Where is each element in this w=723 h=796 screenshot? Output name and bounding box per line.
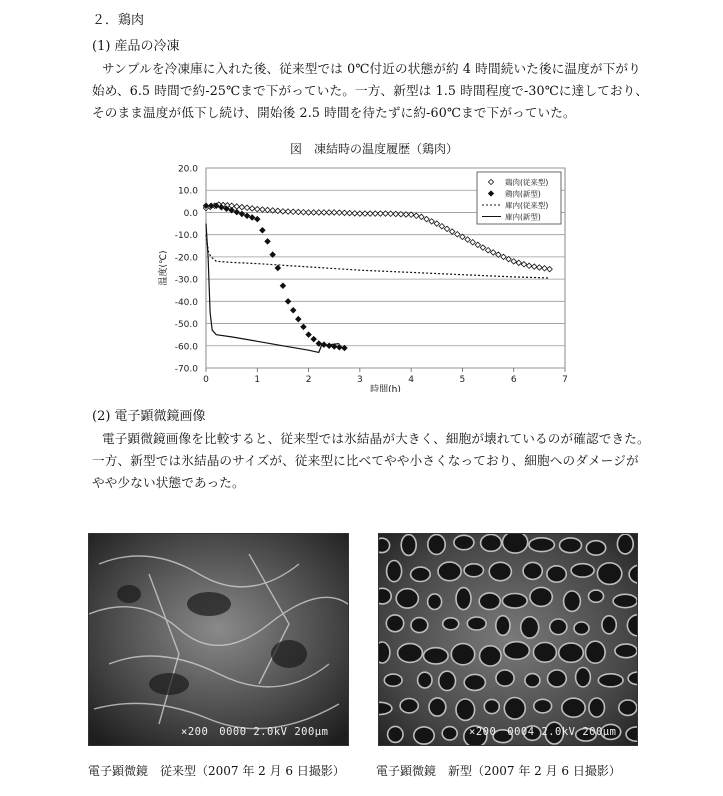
cell-void	[451, 644, 474, 665]
cell-void	[443, 618, 459, 630]
cell-void	[401, 535, 416, 556]
y-tick-label: -50.0	[174, 320, 198, 331]
x-tick-label: 2	[305, 375, 312, 385]
cell-void	[464, 674, 485, 690]
cell-void	[464, 564, 483, 577]
micrograph-conventional	[88, 533, 349, 746]
cell-void	[530, 587, 552, 606]
cell-void	[454, 535, 474, 549]
cell-void	[525, 674, 540, 688]
cell-void	[598, 674, 623, 687]
paragraph-line: そのまま温度が低下し続け、開始後 2.5 時間を待たずに約-60℃まで下がっていた。	[92, 105, 576, 120]
legend-label: 庫内(従来型)	[505, 201, 549, 210]
x-tick-label: 7	[562, 375, 568, 385]
paragraph-line: 始め、6.5 時間で約-25℃まで下がっていた。一方、新型は 1.5 時間程度で-30℃に達しており、	[92, 83, 649, 98]
cell-void	[379, 642, 390, 663]
cell-void	[379, 538, 390, 552]
cell-void	[429, 698, 446, 716]
x-tick-label: 3	[356, 375, 363, 385]
legend-label: 鶏肉(従来型)	[505, 178, 549, 187]
cell-void	[559, 643, 584, 662]
micrograph-overlay-text: ×200 0000 2.0kV 200μm	[181, 726, 329, 738]
paragraph-line: サンプルを冷凍庫に入れた後、従来型では 0℃付近の状態が約 4 時間続いた後に温度が下がり	[102, 61, 641, 76]
cell-void	[589, 590, 604, 602]
cell-void	[456, 588, 471, 610]
cell-void	[548, 670, 567, 687]
cell-void	[602, 616, 616, 634]
cell-void	[521, 617, 539, 638]
cell-void	[562, 698, 585, 717]
cell-void	[586, 541, 605, 555]
cell-void	[571, 564, 594, 577]
paragraph-freezing	[92, 58, 712, 124]
cell-void	[398, 644, 423, 663]
cell-void	[428, 594, 442, 610]
section-heading: ２．鶏肉	[92, 13, 145, 28]
x-tick-label: 4	[408, 375, 415, 385]
cell-void	[574, 622, 589, 635]
cell-void	[414, 727, 434, 744]
paragraph-line: 一方、新型では氷結晶のサイズが、従来型に比べてやや小さくなっており、細胞へのダメージが	[92, 453, 639, 468]
y-tick-label: -70.0	[174, 364, 198, 375]
cell-void	[503, 534, 528, 553]
cell-void	[384, 674, 402, 686]
cell-void	[424, 648, 449, 664]
cell-void	[504, 698, 525, 720]
cell-void	[589, 698, 605, 717]
cell-void	[504, 642, 530, 660]
cell-void	[613, 594, 637, 607]
cell-void	[428, 535, 445, 555]
cell-void	[396, 589, 418, 608]
cell-void	[597, 563, 621, 585]
y-tick-label: 0.0	[183, 208, 198, 219]
x-tick-label: 6	[510, 375, 517, 385]
cell-void	[400, 699, 418, 713]
micrograph-caption: 電子顕微鏡 従来型（2007 年 2 月 6 日撮影）	[88, 764, 345, 778]
micrograph-overlay-text: ×200 0004 2.0kV 200μm	[469, 726, 617, 738]
cell-void	[467, 617, 486, 630]
x-axis-label: 時間(h)	[370, 385, 401, 392]
cell-void	[442, 727, 457, 740]
cell-void	[523, 562, 542, 579]
cell-void	[411, 618, 428, 633]
cell-void	[411, 567, 431, 581]
cell-void	[564, 591, 581, 611]
paragraph-line: 電子顕微鏡画像を比較すると、従来型では氷結晶が大きく、細胞が壊れているのが確認できた。	[102, 431, 650, 446]
cell-void	[456, 699, 475, 720]
y-tick-label: -60.0	[174, 342, 198, 353]
cell-void	[386, 615, 403, 632]
figure-title: 図 凍結時の温度履歴（鶏肉）	[290, 142, 459, 156]
cell-void	[480, 646, 502, 666]
cell-void	[560, 538, 582, 553]
y-tick-label: -40.0	[174, 297, 198, 308]
y-tick-label: -10.0	[174, 231, 198, 242]
cell-void	[619, 700, 637, 715]
cell-void	[379, 588, 391, 604]
micrograph-image-new	[379, 534, 637, 745]
micrograph-image-conventional	[89, 534, 348, 745]
cell-void	[617, 534, 633, 554]
y-tick-label: 10.0	[177, 186, 198, 197]
subsection-title-freezing: (1) 産品の冷凍	[92, 39, 180, 54]
cell-void	[550, 619, 567, 635]
cell-void	[529, 538, 554, 552]
cell-void	[479, 593, 500, 610]
legend-label: 庫内(新型)	[505, 212, 541, 222]
cell-void	[387, 561, 402, 582]
temperature-chart	[150, 160, 580, 392]
x-tick-label: 5	[459, 375, 466, 385]
cell-void	[418, 672, 432, 688]
x-tick-label: 0	[203, 375, 209, 385]
cell-void	[481, 535, 502, 552]
cell-void	[502, 594, 527, 609]
cell-void	[496, 670, 514, 686]
cell-void	[379, 702, 392, 714]
cell-void	[547, 566, 566, 582]
cell-void	[439, 671, 456, 690]
cell-void	[484, 699, 499, 713]
micrograph-caption: 電子顕微鏡 新型（2007 年 2 月 6 日撮影）	[376, 764, 621, 778]
paragraph-microscope	[92, 428, 712, 494]
x-tick-label: 1	[254, 375, 261, 385]
cell-void	[489, 562, 511, 580]
cell-void	[586, 641, 606, 663]
y-axis-label: 温度(℃)	[159, 250, 169, 286]
cell-void	[576, 668, 591, 687]
legend-label: 鶏肉(新型)	[505, 189, 541, 199]
paragraph-line: やや少ない状態であった。	[92, 475, 245, 490]
cell-void	[496, 616, 510, 636]
cell-void	[534, 699, 552, 713]
cell-void	[533, 642, 556, 662]
micrograph-new	[378, 533, 638, 746]
cell-void	[438, 562, 461, 581]
cell-void	[388, 726, 403, 742]
y-tick-label: 20.0	[177, 164, 198, 175]
y-tick-label: -20.0	[174, 253, 198, 264]
cell-void	[615, 644, 637, 658]
subsection-title-microscope: (2) 電子顕微鏡画像	[92, 409, 206, 424]
y-tick-label: -30.0	[174, 275, 198, 286]
